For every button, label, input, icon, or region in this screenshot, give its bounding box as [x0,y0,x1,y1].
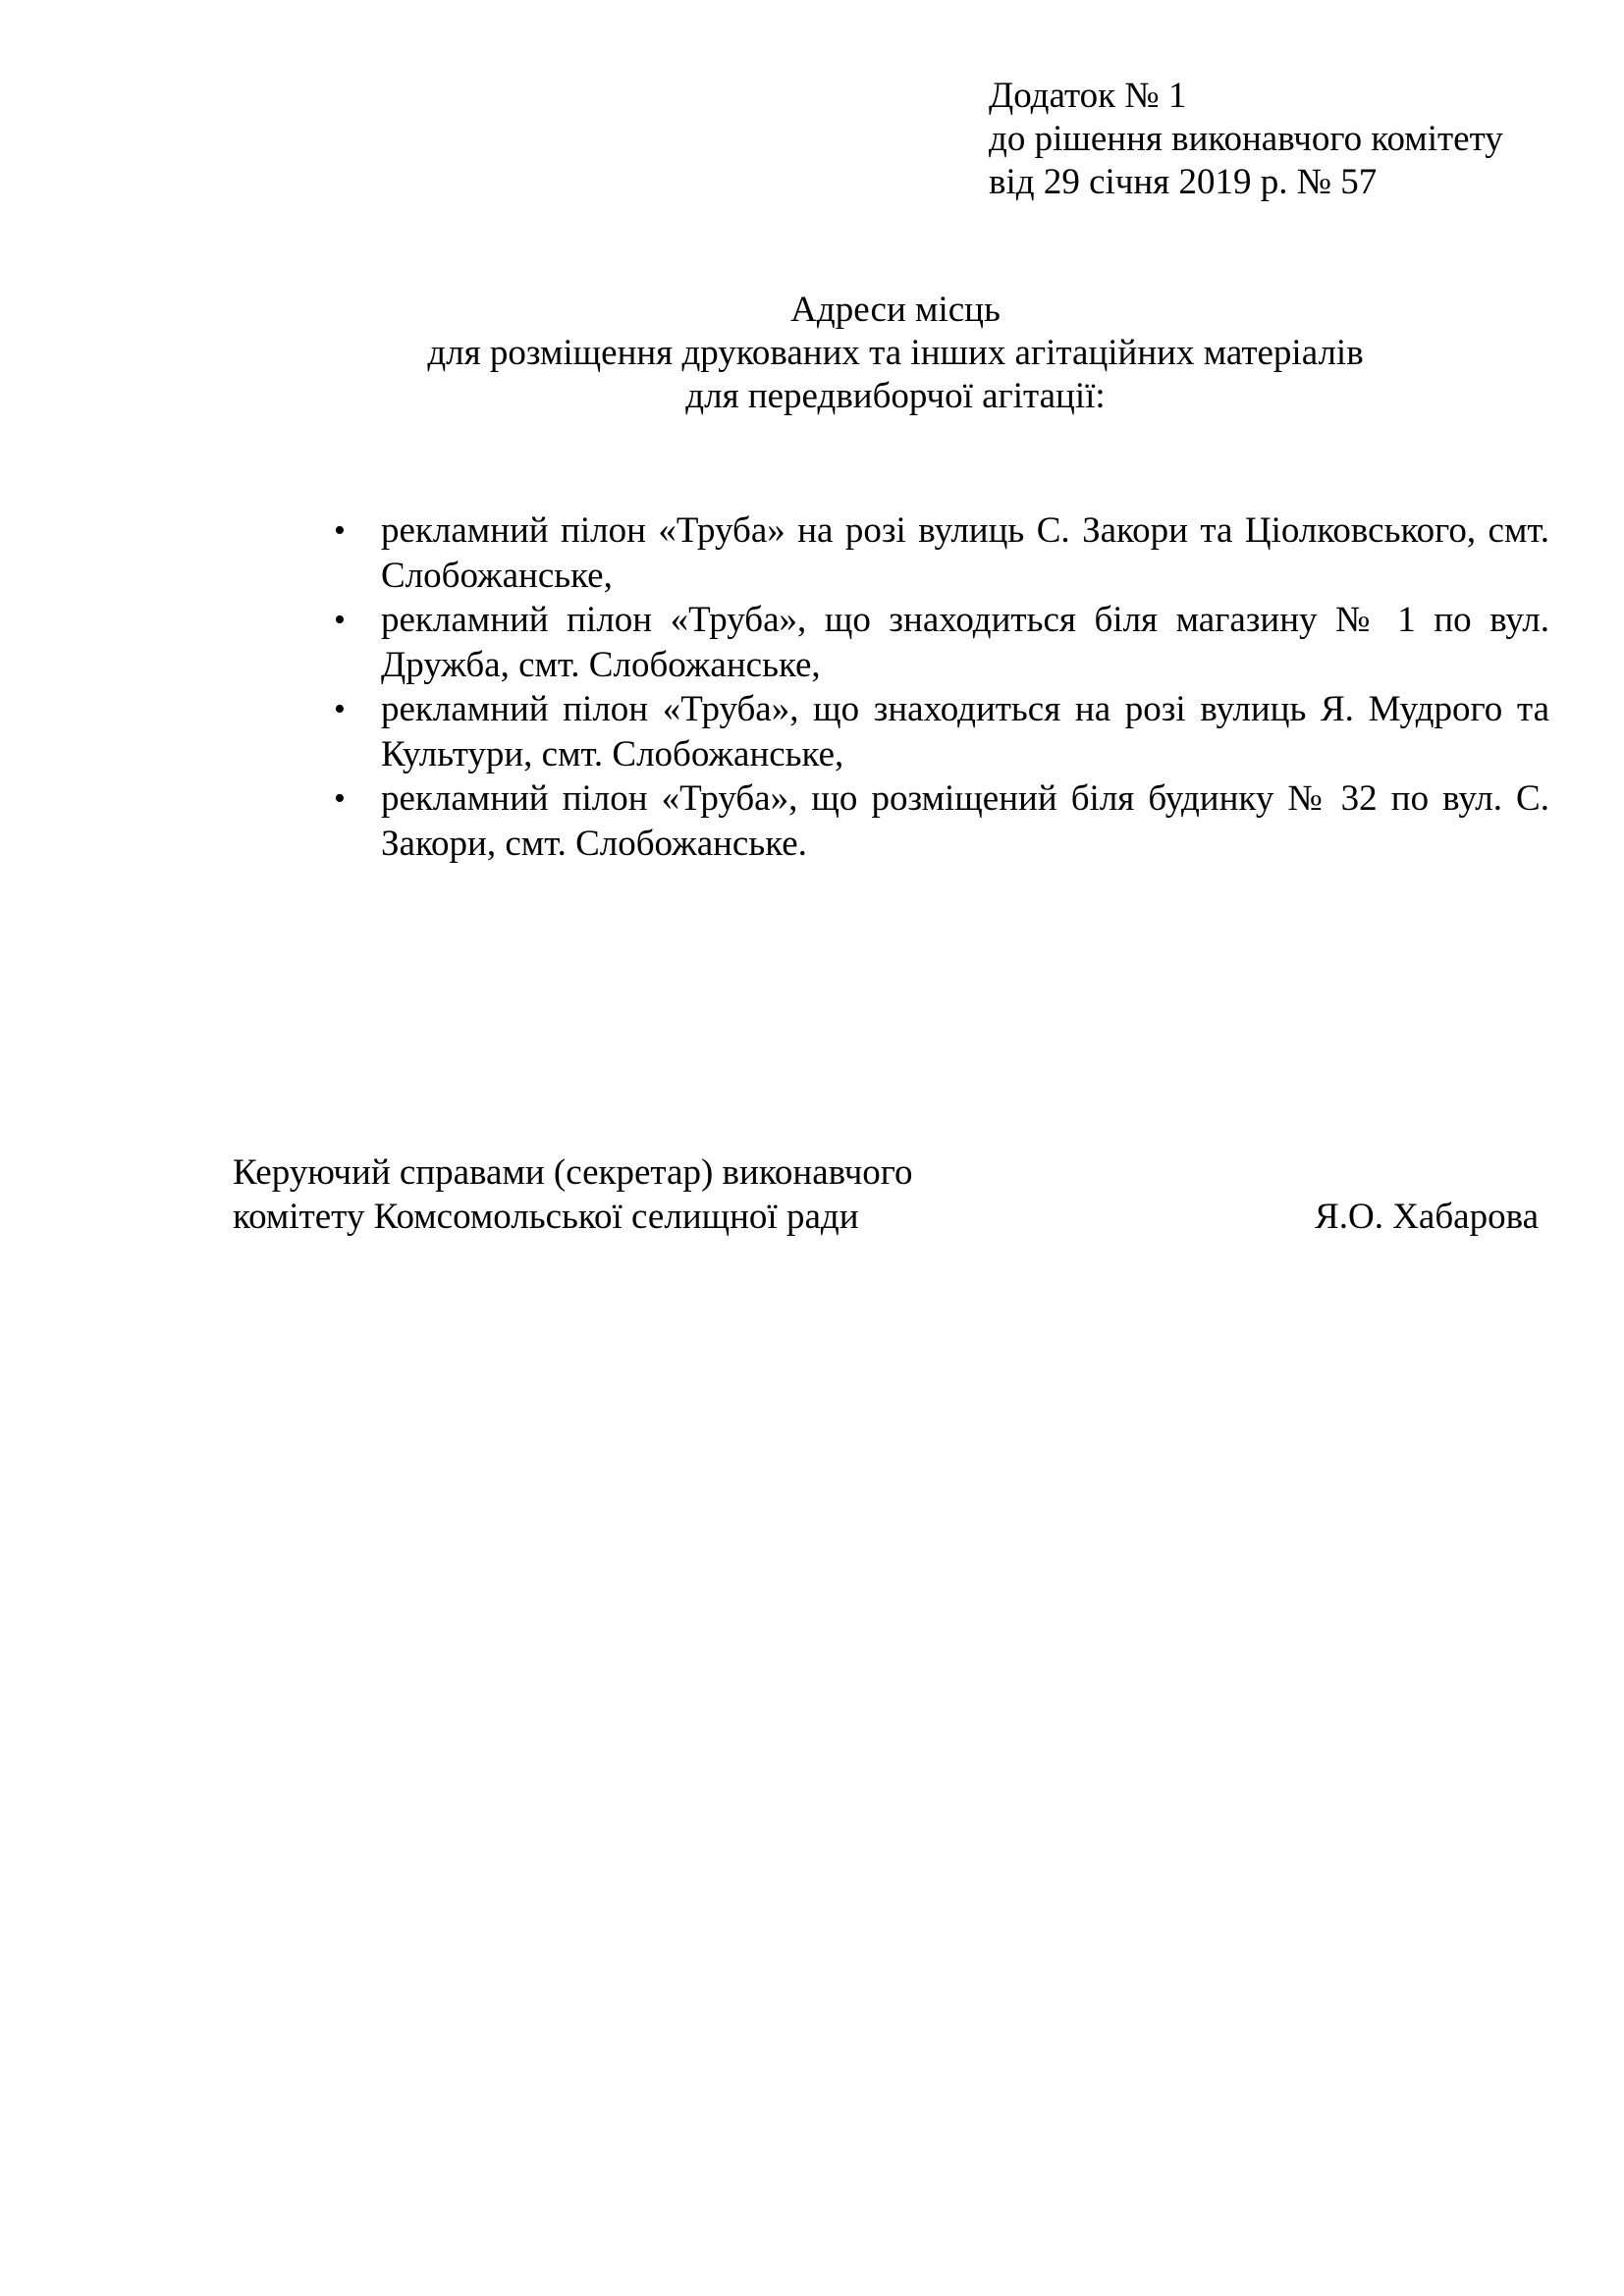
heading-subtitle: для розміщення друкованих та інших агітаційних матеріалів [427,333,1364,373]
addendum-number: Додаток № 1 [989,76,1187,116]
heading-purpose: для передвиборчої агітації: [685,376,1106,416]
list-item [332,687,1549,776]
list-item [332,508,1549,598]
addendum-date: від 29 січня 2019 р. № 57 [989,162,1378,202]
list-item [332,776,1549,866]
signatory-position-line2: комітету Комсомольської селищної ради [233,1197,859,1237]
signature-block [233,1150,1539,1239]
bullet-icon: • [334,780,346,817]
address-text: рекламний пілон «Труба», що розміщений біля будинку № 32 по вул. С. Закори, смт. Слобожанське. [381,778,1549,864]
document-heading [0,289,1624,418]
list-item [332,598,1549,687]
addendum-block [989,75,1503,204]
addendum-decision: до рішення виконавчого комітету [989,119,1503,159]
address-list [332,508,1549,866]
bullet-icon: • [334,512,346,549]
bullet-icon: • [334,602,346,638]
signatory-name: Я.О. Хабарова [1315,1197,1539,1237]
bullet-icon: • [334,691,346,727]
address-text: рекламний пілон «Труба», що знаходиться біля магазину № 1 по вул. Дружба, смт. Слобожанське, [381,600,1549,685]
address-text: рекламний пілон «Труба» на розі вулиць С. Закори та Ціолковського, смт. Слобожанське, [381,510,1549,596]
signatory-position-line1: Керуючий справами (секретар) виконавчого [233,1152,913,1193]
address-text: рекламний пілон «Труба», що знаходиться на розі вулиць Я. Мудрого та Культури, смт. Слобожанське, [381,689,1549,774]
heading-title: Адреси місць [790,290,1001,330]
